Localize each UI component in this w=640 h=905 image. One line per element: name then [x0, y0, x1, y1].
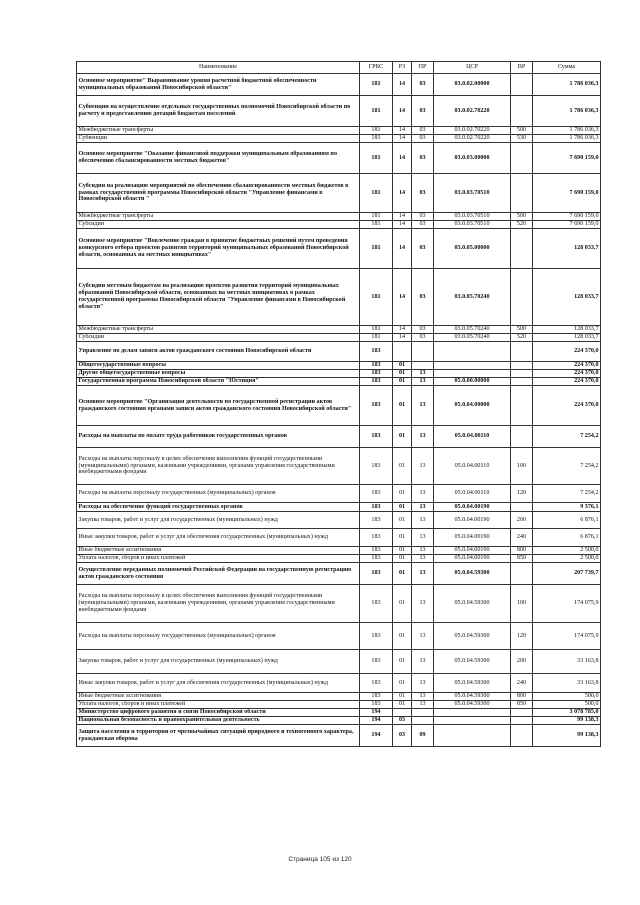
table-row — [77, 503, 601, 512]
cell-sum: 128 033,7 — [533, 334, 601, 342]
cell-pr: 13 — [412, 426, 434, 448]
cell-name: Межбюджетные трансферты — [77, 127, 360, 135]
cell-csr: 05.0.04.00190 — [434, 529, 511, 547]
cell-vr: 500 — [511, 213, 533, 221]
cell-pr: 03 — [412, 213, 434, 221]
cell-sum: 7 254,2 — [533, 485, 601, 503]
cell-name: Межбюджетные трансферты — [77, 326, 360, 334]
cell-rz: 14 — [393, 221, 412, 229]
cell-csr: 03.0.05.70240 — [434, 269, 511, 326]
table-row — [77, 717, 601, 725]
cell-csr: 05.0.04.59300 — [434, 701, 511, 709]
cell-vr: 240 — [511, 674, 533, 693]
cell-name: Основное мероприятие "Вовлечение граждан в принятие бюджетных решений путем проведения конкурсного отбора проектов развития территорий муниципальных образований Новосибирской области, основанных на местных инициативах" — [77, 229, 360, 269]
cell-grbs: 194 — [360, 717, 393, 725]
cell-pr: 03 — [412, 334, 434, 342]
cell-name: Субсидии местным бюджетам на реализацию проектов развития территорий муниципальных образований Новосибирской области, основанных на местных инициативах в рамках государственной программы Новосибирской области "Управление финансами в Новосибирской области" — [77, 269, 360, 326]
cell-pr: 13 — [412, 547, 434, 555]
cell-rz: 01 — [393, 563, 412, 585]
cell-vr: 850 — [511, 555, 533, 563]
cell-pr: 13 — [412, 693, 434, 701]
cell-name: Уплата налогов, сборов и иных платежей — [77, 701, 360, 709]
cell-sum: 7 254,2 — [533, 426, 601, 448]
cell-grbs: 181 — [360, 221, 393, 229]
cell-pr: 13 — [412, 623, 434, 650]
cell-csr — [434, 362, 511, 370]
cell-rz: 03 — [393, 717, 412, 725]
cell-rz: 14 — [393, 135, 412, 143]
table-row — [77, 547, 601, 555]
cell-grbs: 194 — [360, 725, 393, 747]
cell-grbs: 181 — [360, 174, 393, 213]
cell-rz: 01 — [393, 701, 412, 709]
cell-vr — [511, 174, 533, 213]
cell-csr — [434, 717, 511, 725]
cell-rz — [393, 342, 412, 362]
cell-rz: 14 — [393, 326, 412, 334]
table-row — [77, 709, 601, 717]
table-row — [77, 693, 601, 701]
cell-csr: 05.0.04.59300 — [434, 585, 511, 623]
cell-vr: 800 — [511, 547, 533, 555]
cell-csr — [434, 370, 511, 378]
table-row — [77, 143, 601, 174]
cell-pr: 09 — [412, 725, 434, 747]
cell-pr: 13 — [412, 503, 434, 512]
cell-csr: 03.0.03.70510 — [434, 213, 511, 221]
cell-csr — [434, 709, 511, 717]
cell-pr: 13 — [412, 485, 434, 503]
cell-pr: 03 — [412, 174, 434, 213]
cell-grbs: 183 — [360, 342, 393, 362]
cell-grbs: 181 — [360, 127, 393, 135]
table-row — [77, 334, 601, 342]
cell-grbs: 183 — [360, 623, 393, 650]
cell-pr: 13 — [412, 585, 434, 623]
cell-vr: 120 — [511, 623, 533, 650]
cell-grbs: 183 — [360, 386, 393, 426]
table-row — [77, 362, 601, 370]
cell-name: Расходы на выплаты по оплате труда работников государственных органов — [77, 426, 360, 448]
cell-vr — [511, 143, 533, 174]
cell-pr — [412, 709, 434, 717]
table-row — [77, 135, 601, 143]
cell-rz: 14 — [393, 96, 412, 127]
cell-grbs: 183 — [360, 378, 393, 386]
cell-vr — [511, 96, 533, 127]
cell-name: Осуществление переданных полномочий Российской Федерации на государственную регистрацию актов гражданского состояния — [77, 563, 360, 585]
cell-pr: 13 — [412, 674, 434, 693]
cell-vr: 500 — [511, 326, 533, 334]
cell-sum: 224 370,0 — [533, 386, 601, 426]
cell-csr: 05.0.04.00110 — [434, 448, 511, 485]
cell-grbs: 183 — [360, 585, 393, 623]
table-row — [77, 485, 601, 503]
cell-pr: 13 — [412, 378, 434, 386]
cell-grbs: 181 — [360, 326, 393, 334]
cell-rz: 01 — [393, 370, 412, 378]
cell-name: Закупка товаров, работ и услуг для государственных (муниципальных) нужд — [77, 650, 360, 674]
cell-csr: 05.0.04.59300 — [434, 693, 511, 701]
table-row — [77, 74, 601, 96]
cell-rz: 01 — [393, 448, 412, 485]
table-row — [77, 701, 601, 709]
table-row — [77, 650, 601, 674]
cell-sum: 174 075,9 — [533, 585, 601, 623]
cell-rz: 14 — [393, 334, 412, 342]
cell-vr — [511, 269, 533, 326]
page-footer: Страница 105 из 120 — [288, 856, 352, 863]
table-row — [77, 555, 601, 563]
cell-sum: 9 376,1 — [533, 503, 601, 512]
header-sum: Сумма — [533, 62, 601, 74]
cell-name: Иные закупки товаров, работ и услуг для обеспечения государственных (муниципальных) нужд — [77, 674, 360, 693]
cell-name: Защита населения и территории от чрезвычайных ситуаций природного и техногенного характера, гражданская оборона — [77, 725, 360, 747]
cell-sum: 99 138,3 — [533, 725, 601, 747]
cell-name: Иные бюджетные ассигнования — [77, 693, 360, 701]
cell-sum: 224 370,0 — [533, 378, 601, 386]
cell-vr — [511, 370, 533, 378]
cell-sum: 6 876,1 — [533, 512, 601, 529]
cell-vr: 200 — [511, 650, 533, 674]
cell-sum: 1 786 036,3 — [533, 96, 601, 127]
cell-vr: 240 — [511, 529, 533, 547]
cell-name: Основное мероприятие "Организация деятельности по государственной регистрации актов гражданского состояния органами записи актов гражданского состояния Новосибирской области" — [77, 386, 360, 426]
cell-pr — [412, 362, 434, 370]
table-row — [77, 674, 601, 693]
cell-rz: 14 — [393, 174, 412, 213]
cell-pr: 03 — [412, 221, 434, 229]
cell-csr: 03.0.05.00000 — [434, 229, 511, 269]
cell-csr: 03.0.03.70510 — [434, 221, 511, 229]
cell-csr — [434, 725, 511, 747]
cell-vr — [511, 378, 533, 386]
cell-vr: 800 — [511, 693, 533, 701]
header-grbs: ГРБС — [360, 62, 393, 74]
cell-csr: 03.0.02.00000 — [434, 74, 511, 96]
cell-sum: 6 876,1 — [533, 529, 601, 547]
cell-name: Иные бюджетные ассигнования — [77, 547, 360, 555]
cell-grbs: 183 — [360, 512, 393, 529]
cell-sum: 33 163,8 — [533, 650, 601, 674]
table-row — [77, 269, 601, 326]
table-header-row — [77, 62, 601, 74]
cell-name: Основное мероприятие "Оказание финансовой поддержки муниципальным образованиям по обеспечению сбалансированности местных бюджетов" — [77, 143, 360, 174]
cell-grbs: 183 — [360, 563, 393, 585]
cell-pr: 03 — [412, 229, 434, 269]
cell-pr: 13 — [412, 370, 434, 378]
cell-name: Закупка товаров, работ и услуг для государственных (муниципальных) нужд — [77, 512, 360, 529]
cell-name: Расходы на выплаты персоналу государственных (муниципальных) органов — [77, 485, 360, 503]
cell-sum: 500,0 — [533, 701, 601, 709]
cell-vr — [511, 725, 533, 747]
cell-rz — [393, 709, 412, 717]
cell-grbs: 183 — [360, 370, 393, 378]
cell-rz: 14 — [393, 74, 412, 96]
cell-rz: 01 — [393, 693, 412, 701]
cell-csr: 05.0.04.00000 — [434, 386, 511, 426]
table-row — [77, 563, 601, 585]
cell-pr — [412, 342, 434, 362]
cell-grbs: 183 — [360, 650, 393, 674]
cell-grbs: 183 — [360, 426, 393, 448]
cell-grbs: 181 — [360, 334, 393, 342]
table-row — [77, 623, 601, 650]
cell-pr: 03 — [412, 326, 434, 334]
cell-rz: 01 — [393, 512, 412, 529]
table-row — [77, 213, 601, 221]
cell-rz: 01 — [393, 362, 412, 370]
cell-rz: 01 — [393, 555, 412, 563]
cell-name: Субвенции на осуществление отдельных государственных полномочий Новосибирской области по расчету и предоставлению дотаций бюджетам поселений — [77, 96, 360, 127]
cell-rz: 01 — [393, 426, 412, 448]
table-row — [77, 386, 601, 426]
budget-table — [76, 61, 601, 747]
header-vr: ВР — [511, 62, 533, 74]
cell-sum: 7 690 159,0 — [533, 143, 601, 174]
cell-sum: 128 033,7 — [533, 229, 601, 269]
cell-vr — [511, 426, 533, 448]
cell-pr: 03 — [412, 127, 434, 135]
cell-vr: 500 — [511, 127, 533, 135]
cell-grbs: 194 — [360, 709, 393, 717]
cell-vr — [511, 563, 533, 585]
cell-pr: 13 — [412, 386, 434, 426]
cell-pr: 13 — [412, 563, 434, 585]
cell-name: Управление по делам записи актов гражданского состояния Новосибирской области — [77, 342, 360, 362]
cell-csr: 05.0.04.00190 — [434, 503, 511, 512]
cell-grbs: 183 — [360, 529, 393, 547]
cell-sum: 2 500,0 — [533, 555, 601, 563]
cell-vr — [511, 709, 533, 717]
cell-pr: 13 — [412, 555, 434, 563]
cell-grbs: 183 — [360, 503, 393, 512]
cell-sum: 7 690 159,0 — [533, 221, 601, 229]
cell-csr: 03.0.03.70510 — [434, 174, 511, 213]
cell-sum: 174 075,9 — [533, 623, 601, 650]
cell-csr: 05.0.04.00110 — [434, 426, 511, 448]
cell-sum: 224 370,0 — [533, 370, 601, 378]
cell-rz: 14 — [393, 269, 412, 326]
table-row — [77, 585, 601, 623]
table-row — [77, 725, 601, 747]
cell-sum: 128 033,7 — [533, 269, 601, 326]
cell-csr: 05.0.00.00000 — [434, 378, 511, 386]
cell-pr: 03 — [412, 74, 434, 96]
cell-grbs: 183 — [360, 674, 393, 693]
cell-rz: 01 — [393, 547, 412, 555]
cell-pr: 03 — [412, 143, 434, 174]
cell-sum: 224 370,0 — [533, 342, 601, 362]
cell-name: Субсидии на реализацию мероприятий по обеспечению сбалансированности местных бюджетов в рамках государственной программы Новосибирской области "Управление финансами в Новосибирской области " — [77, 174, 360, 213]
cell-csr: 05.0.04.00190 — [434, 555, 511, 563]
cell-sum: 7 690 159,0 — [533, 174, 601, 213]
cell-csr: 03.0.05.70240 — [434, 334, 511, 342]
table-row — [77, 370, 601, 378]
cell-grbs: 183 — [360, 701, 393, 709]
cell-sum: 7 690 159,0 — [533, 213, 601, 221]
table-row — [77, 174, 601, 213]
cell-vr: 100 — [511, 448, 533, 485]
cell-pr: 13 — [412, 529, 434, 547]
cell-sum: 1 786 036,3 — [533, 74, 601, 96]
table-row — [77, 342, 601, 362]
cell-name: Основное мероприятие" Выравнивание уровня расчетной бюджетной обеспеченности муниципальных образований Новосибирской области" — [77, 74, 360, 96]
cell-rz: 01 — [393, 386, 412, 426]
table-row — [77, 512, 601, 529]
cell-sum: 224 370,0 — [533, 362, 601, 370]
cell-csr: 05.0.04.00110 — [434, 485, 511, 503]
cell-sum: 33 163,8 — [533, 674, 601, 693]
cell-vr: 100 — [511, 585, 533, 623]
cell-csr: 05.0.04.00190 — [434, 547, 511, 555]
cell-rz: 01 — [393, 503, 412, 512]
cell-csr: 03.0.02.70220 — [434, 96, 511, 127]
cell-grbs: 181 — [360, 74, 393, 96]
cell-vr: 530 — [511, 135, 533, 143]
cell-vr: 520 — [511, 334, 533, 342]
cell-sum: 7 254,2 — [533, 448, 601, 485]
cell-vr — [511, 503, 533, 512]
cell-rz: 01 — [393, 529, 412, 547]
cell-name: Субсидии — [77, 334, 360, 342]
cell-vr: 120 — [511, 485, 533, 503]
cell-rz: 14 — [393, 143, 412, 174]
cell-name: Общегосударственные вопросы — [77, 362, 360, 370]
cell-csr: 05.0.04.59300 — [434, 563, 511, 585]
cell-name: Иные закупки товаров, работ и услуг для обеспечения государственных (муниципальных) нужд — [77, 529, 360, 547]
cell-vr: 200 — [511, 512, 533, 529]
cell-csr: 03.0.02.70220 — [434, 127, 511, 135]
cell-grbs: 181 — [360, 229, 393, 269]
cell-name: Межбюджетные трансферты — [77, 213, 360, 221]
cell-rz: 01 — [393, 378, 412, 386]
cell-name: Уплата налогов, сборов и иных платежей — [77, 555, 360, 563]
cell-pr: 13 — [412, 448, 434, 485]
table-row — [77, 96, 601, 127]
cell-rz: 01 — [393, 623, 412, 650]
cell-sum: 500,0 — [533, 693, 601, 701]
cell-rz: 01 — [393, 674, 412, 693]
cell-name: Национальная безопасность и правоохранительная деятельность — [77, 717, 360, 725]
table-row — [77, 127, 601, 135]
cell-csr: 05.0.04.59300 — [434, 674, 511, 693]
cell-name: Министерство цифрового развития и связи Новосибирской области — [77, 709, 360, 717]
table-row — [77, 529, 601, 547]
cell-csr: 03.0.02.70220 — [434, 135, 511, 143]
cell-name: Другие общегосударственные вопросы — [77, 370, 360, 378]
cell-csr: 05.0.04.59300 — [434, 650, 511, 674]
table-row — [77, 229, 601, 269]
cell-name: Субвенции — [77, 135, 360, 143]
cell-pr: 13 — [412, 701, 434, 709]
cell-grbs: 183 — [360, 555, 393, 563]
cell-grbs: 183 — [360, 693, 393, 701]
table-row — [77, 326, 601, 334]
cell-name: Расходы на обеспечение функций государственных органов — [77, 503, 360, 512]
cell-pr: 03 — [412, 269, 434, 326]
cell-grbs: 181 — [360, 269, 393, 326]
cell-vr — [511, 229, 533, 269]
cell-sum: 1 786 036,3 — [533, 127, 601, 135]
cell-pr — [412, 717, 434, 725]
cell-vr — [511, 74, 533, 96]
header-pr: ПР — [412, 62, 434, 74]
header-name: Наименование — [77, 62, 360, 74]
cell-csr: 03.0.05.70240 — [434, 326, 511, 334]
table-row — [77, 426, 601, 448]
header-csr: ЦСР — [434, 62, 511, 74]
cell-vr — [511, 717, 533, 725]
cell-name: Расходы на выплаты персоналу государственных (муниципальных) органов — [77, 623, 360, 650]
cell-rz: 01 — [393, 585, 412, 623]
cell-pr: 03 — [412, 96, 434, 127]
header-rz: РЗ — [393, 62, 412, 74]
table-row — [77, 221, 601, 229]
cell-grbs: 181 — [360, 135, 393, 143]
cell-rz: 14 — [393, 229, 412, 269]
cell-rz: 01 — [393, 650, 412, 674]
cell-vr: 520 — [511, 221, 533, 229]
cell-csr: 03.0.03.00000 — [434, 143, 511, 174]
cell-rz: 14 — [393, 213, 412, 221]
cell-vr — [511, 342, 533, 362]
cell-grbs: 181 — [360, 143, 393, 174]
cell-vr — [511, 386, 533, 426]
cell-sum: 99 138,3 — [533, 717, 601, 725]
cell-pr: 13 — [412, 512, 434, 529]
cell-name: Расходы на выплаты персоналу в целях обеспечения выполнения функций государственными (муниципальными) органами, казенными учреждениями, органами управления государственными внебюджетными фондами — [77, 448, 360, 485]
cell-sum: 128 033,7 — [533, 326, 601, 334]
cell-grbs: 183 — [360, 362, 393, 370]
cell-rz: 01 — [393, 485, 412, 503]
cell-grbs: 183 — [360, 448, 393, 485]
cell-sum: 2 500,0 — [533, 547, 601, 555]
table-row — [77, 378, 601, 386]
cell-csr — [434, 342, 511, 362]
cell-grbs: 181 — [360, 213, 393, 221]
cell-rz: 03 — [393, 725, 412, 747]
cell-name: Субсидии — [77, 221, 360, 229]
cell-sum: 1 786 036,3 — [533, 135, 601, 143]
cell-name: Расходы на выплаты персоналу в целях обеспечения выполнения функций государственными (муниципальными) органами, казенными учреждениями, органами управления государственными внебюджетными фондами — [77, 585, 360, 623]
cell-grbs: 183 — [360, 547, 393, 555]
cell-grbs: 183 — [360, 485, 393, 503]
cell-vr — [511, 362, 533, 370]
table-row — [77, 448, 601, 485]
cell-pr: 03 — [412, 135, 434, 143]
cell-sum: 3 078 785,0 — [533, 709, 601, 717]
cell-csr: 05.0.04.59300 — [434, 623, 511, 650]
cell-name: Государственная программа Новосибирской области "Юстиция" — [77, 378, 360, 386]
cell-rz: 14 — [393, 127, 412, 135]
cell-csr: 05.0.04.00190 — [434, 512, 511, 529]
cell-grbs: 181 — [360, 96, 393, 127]
cell-pr: 13 — [412, 650, 434, 674]
cell-sum: 207 739,7 — [533, 563, 601, 585]
cell-vr: 850 — [511, 701, 533, 709]
